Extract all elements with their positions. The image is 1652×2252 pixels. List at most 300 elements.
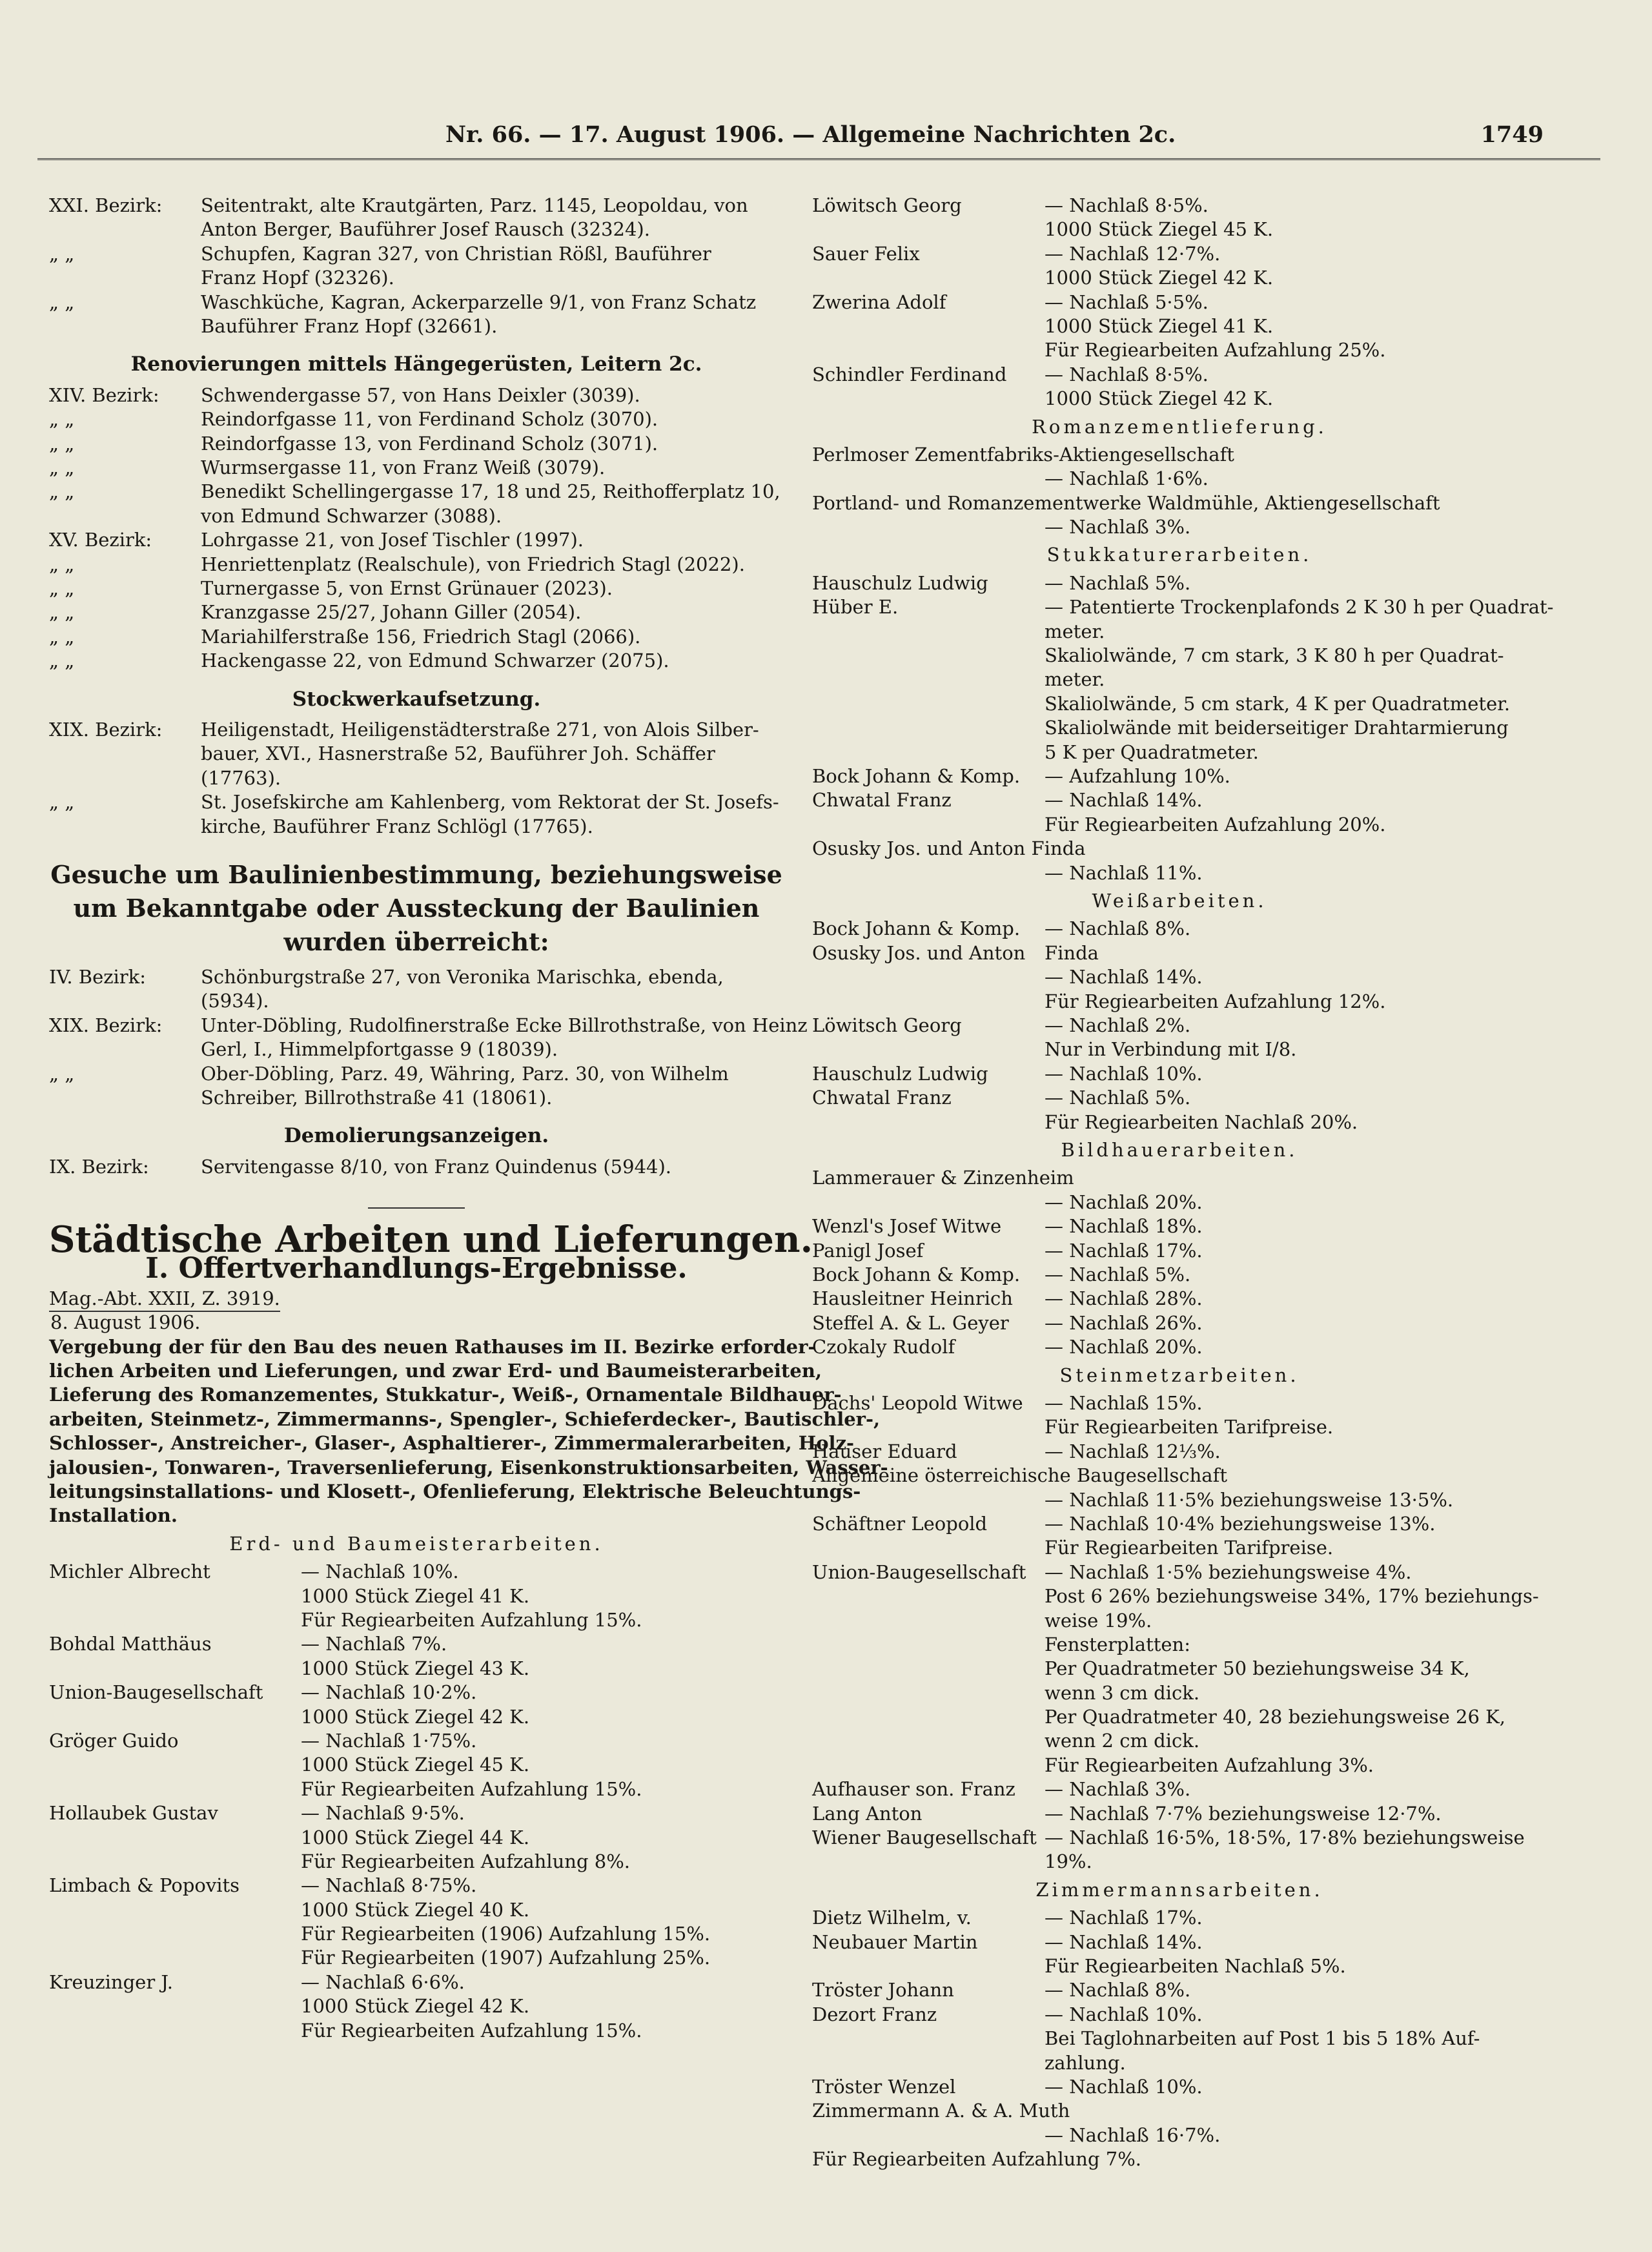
district-entry xyxy=(49,242,784,291)
bid-line: Für Regiearbeiten Tarifpreise. xyxy=(1045,1537,1334,1559)
bid-values xyxy=(1045,1239,1547,1263)
district-text xyxy=(201,1014,808,1062)
bid-values xyxy=(1045,1561,1547,1778)
district-entry xyxy=(49,291,784,339)
bid-line: Für Regiearbeiten Aufzahlung 25%. xyxy=(1045,339,1386,362)
bid-entry xyxy=(812,1239,1547,1263)
bidder-name: Dezort Franz xyxy=(812,2003,937,2025)
text-line: Schönburgstraße 27, von Veronika Marischka, ebenda, xyxy=(201,965,724,988)
bid-line: Skaliolwände, 5 cm stark, 4 K per Quadratmeter. xyxy=(1045,692,1511,715)
bid-values xyxy=(1045,595,1554,764)
district-label: XIX. Bezirk: xyxy=(49,1014,163,1036)
bid-line: — Nachlaß 5%. xyxy=(1045,1263,1191,1285)
bid-entry xyxy=(812,1802,1547,1826)
bidder-name: Lang Anton xyxy=(812,1802,923,1825)
bid-line: 1000 Stück Ziegel 42 K. xyxy=(301,1705,530,1728)
section-heading-renovierungen: Renovierungen mittels Hängegerüsten, Leitern 2c. xyxy=(130,353,702,376)
bidder-name: Neubauer Martin xyxy=(812,1930,978,1953)
bid-entry xyxy=(812,1086,1547,1134)
bid-values xyxy=(1045,1391,1547,1440)
bidder-name: Wenzl's Josef Witwe xyxy=(812,1215,1002,1238)
bid-line: Für Regiearbeiten Tarifpreise. xyxy=(1045,1416,1334,1438)
district-label: XV. Bezirk: xyxy=(49,529,152,551)
bid-line: — Nachlaß 10·2%. xyxy=(301,1681,477,1704)
bidder-name: Bock Johann & Komp. xyxy=(812,917,1021,940)
bidder-name: Bohdal Matthäus xyxy=(49,1633,212,1655)
bid-line: Fensterplatten: xyxy=(1045,1633,1190,1655)
text-line: von Edmund Schwarzer (3088). xyxy=(201,504,502,527)
bid-line: — Nachlaß 3%. xyxy=(1045,1778,1191,1801)
text-line: Schupfen, Kagran 327, von Christian Rößl, Bauführer xyxy=(201,242,711,265)
district-label: XIV. Bezirk: xyxy=(49,384,159,406)
bid-line: — Nachlaß 17%. xyxy=(1045,1239,1203,1262)
bidder-name: Hauschulz Ludwig xyxy=(812,1062,988,1085)
district-label: IV. Bezirk: xyxy=(49,965,146,988)
text-line: Mariahilferstraße 156, Friedrich Stagl (2066). xyxy=(201,625,641,648)
text-line: arbeiten, Steinmetz-, Zimmermanns-, Spengler-, Schieferdecker-, Bautischler-, xyxy=(49,1408,881,1430)
district-list xyxy=(49,718,784,839)
bid-line: weise 19%. xyxy=(1045,1609,1152,1632)
subsection-stuk: Stukkaturerarbeiten. xyxy=(1046,544,1312,566)
bid-entry xyxy=(812,788,1547,837)
district-list xyxy=(49,1155,784,1179)
subsection-weiss: Weißarbeiten. xyxy=(1092,890,1267,912)
district-label: XXI. Bezirk: xyxy=(49,194,163,216)
text-line: Benedikt Schellingergasse 17, 18 und 25, Reithofferplatz 10, xyxy=(201,480,780,503)
district-text xyxy=(201,384,784,407)
district-label: „ „ xyxy=(49,480,75,503)
bid-line: — Nachlaß 20%. xyxy=(1045,1336,1203,1358)
text-line: Waschküche, Kagran, Ackerparzelle 9/1, von Franz Schatz xyxy=(201,291,757,313)
text-line: Seitentrakt, alte Krautgärten, Parz. 1145, Leopoldau, von xyxy=(201,194,748,216)
text-line: Heiligenstadt, Heiligenstädterstraße 271, von Alois Silber- xyxy=(201,719,759,741)
district-label: „ „ xyxy=(49,625,75,648)
bid-values xyxy=(1045,1826,1547,1874)
bid-values xyxy=(1045,1311,1547,1335)
district-label: „ „ xyxy=(49,553,75,575)
separator-rule xyxy=(368,1207,465,1209)
bid-line: 19%. xyxy=(1045,1850,1092,1873)
text-line: — Nachlaß 1·6%. xyxy=(1045,467,1208,490)
page-number: 1749 xyxy=(1480,121,1544,148)
bid-entry xyxy=(812,1391,1547,1440)
bidder-name: Osusky Jos. und Anton xyxy=(812,941,1026,964)
bidder-name: Wiener Baugesellschaft xyxy=(812,1827,1037,1849)
bidder-name: Union-Baugesellschaft xyxy=(49,1681,263,1704)
bid-entry xyxy=(812,1263,1547,1287)
bid-line: 5 K per Quadratmeter. xyxy=(1045,741,1259,763)
bidder-name: Schäftner Leopold xyxy=(812,1512,988,1535)
subtitle: I. Offertverhandlungs-Ergebnisse. xyxy=(145,1251,688,1285)
header-rule xyxy=(37,158,1600,160)
bid-line: — Nachlaß 18%. xyxy=(1045,1215,1203,1238)
bid-line: — Nachlaß 14%. xyxy=(1045,1930,1203,1953)
bid-line: — Nachlaß 10%. xyxy=(1045,1062,1203,1085)
bidder-name: Dietz Wilhelm, v. xyxy=(812,1907,972,1929)
bid-line: Skaliolwände, 7 cm stark, 3 K 80 h per Quadrat- xyxy=(1045,644,1504,667)
district-text xyxy=(201,291,784,339)
district-label: XIX. Bezirk: xyxy=(49,719,163,741)
text-line: Turnergasse 5, von Ernst Grünauer (2023). xyxy=(201,577,613,599)
bid-line: — Nachlaß 8·5%. xyxy=(1045,194,1208,216)
bid-entry xyxy=(812,1214,1547,1238)
bid-entry xyxy=(812,2003,1547,2075)
bid-line: 1000 Stück Ziegel 42 K. xyxy=(1045,267,1274,289)
district-entry xyxy=(49,790,784,839)
bid-line: meter. xyxy=(1045,668,1105,691)
bid-entry xyxy=(812,1906,1547,1930)
bid-line: 1000 Stück Ziegel 45 K. xyxy=(301,1754,530,1776)
bid-line: Skaliolwände mit beiderseitiger Drahtarmierung xyxy=(1045,717,1509,739)
bidder-name: Limbach & Popovits xyxy=(49,1874,240,1897)
bid-entry xyxy=(49,1874,784,1971)
district-label: „ „ xyxy=(49,432,75,455)
text-line: Lohrgasse 21, von Josef Tischler (1997). xyxy=(201,529,584,551)
text-line: Reindorfgasse 11, von Ferdinand Scholz (3070). xyxy=(201,408,658,431)
bid-line: 1000 Stück Ziegel 44 K. xyxy=(301,1826,530,1848)
bidder-name: Aufhauser son. Franz xyxy=(812,1778,1015,1801)
district-entry xyxy=(49,1062,784,1111)
bid-line: Finda xyxy=(1045,941,1099,964)
bid-line: — Nachlaß 16·5%, 18·5%, 17·8% beziehungsweise xyxy=(1045,1827,1525,1849)
bidder-name: Steffel A. & L. Geyer xyxy=(812,1311,1009,1334)
district-entry xyxy=(49,407,784,431)
text-line: Ober-Döbling, Parz. 49, Währing, Parz. 30, von Wilhelm xyxy=(201,1062,729,1085)
text-line: Wurmsergasse 11, von Franz Weiß (3079). xyxy=(201,456,606,478)
text-line: Schreiber, Billrothstraße 41 (18061). xyxy=(201,1086,553,1109)
bid-entry xyxy=(812,941,1547,965)
bidder-name: Dachs' Leopold Witwe xyxy=(812,1392,1023,1414)
text-line: Schwendergasse 57, von Hans Deixler (3039). xyxy=(201,384,640,406)
bidder-name: Gröger Guido xyxy=(49,1729,179,1752)
district-label: „ „ xyxy=(49,601,75,624)
bid-line: — Nachlaß 17%. xyxy=(1045,1907,1203,1929)
district-label: „ „ xyxy=(49,791,75,814)
district-text xyxy=(201,242,784,291)
bidder-name: Michler Albrecht xyxy=(49,1561,210,1583)
bidder-name: Kreuzinger J. xyxy=(49,1971,173,1993)
bid-entry xyxy=(49,1801,784,1874)
bid-values xyxy=(301,1874,784,1971)
bid-line: — Nachlaß 8·75%. xyxy=(301,1874,477,1897)
bid-values xyxy=(1045,1440,1547,1464)
text-line: Servitengasse 8/10, von Franz Quindenus (5944). xyxy=(201,1155,672,1178)
bid-entry xyxy=(812,1826,1547,1874)
district-text xyxy=(201,965,784,1014)
bidder-name: Bock Johann & Komp. xyxy=(812,1263,1021,1285)
district-label: IX. Bezirk: xyxy=(49,1155,149,1178)
bid-entry xyxy=(812,1014,1547,1062)
district-entry xyxy=(49,600,784,624)
district-entry xyxy=(49,194,784,242)
bid-line: — Nachlaß 14%. xyxy=(1045,789,1203,812)
text-line: Bauführer Franz Hopf (32661). xyxy=(201,314,498,337)
text-line: Gerl, I., Himmelpfortgasse 9 (18039). xyxy=(201,1038,558,1061)
bidder-name: Tröster Johann xyxy=(812,1979,954,2001)
bid-values xyxy=(1045,1906,1547,1930)
text-line: — Nachlaß 20%. xyxy=(1045,1191,1203,1213)
bid-line: — Nachlaß 10%. xyxy=(1045,2076,1203,2098)
district-text xyxy=(201,577,784,600)
bid-list xyxy=(812,1464,1547,1512)
bid-line: meter. xyxy=(1045,620,1105,642)
bid-line: 1000 Stück Ziegel 42 K. xyxy=(301,1995,530,2018)
district-text xyxy=(201,194,784,242)
bid-line: Für Regiearbeiten Aufzahlung 3%. xyxy=(1045,1754,1374,1776)
bid-line: — Nachlaß 7·7% beziehungsweise 12·7%. xyxy=(1045,1802,1442,1825)
bid-entry xyxy=(812,1311,1547,1335)
text-line: — Nachlaß 11%. xyxy=(1045,861,1203,884)
district-text xyxy=(201,553,784,577)
bid-line: 1000 Stück Ziegel 42 K. xyxy=(1045,387,1274,410)
bidder-name: Czokaly Rudolf xyxy=(812,1336,955,1358)
bid-entry xyxy=(812,291,1547,363)
bid-line: — Nachlaß 8%. xyxy=(1045,1979,1191,2001)
bidder-name: Hollaubek Gustav xyxy=(49,1802,218,1825)
bid-line: — Nachlaß 8·5%. xyxy=(1045,363,1208,385)
bid-line: — Nachlaß 2%. xyxy=(1045,1014,1191,1036)
text-line: Anton Berger, Bauführer Josef Rausch (32324). xyxy=(201,218,650,241)
text-line: Hackengasse 22, von Edmund Schwarzer (2075). xyxy=(201,650,669,672)
bid-values xyxy=(1045,1062,1547,1086)
bid-list xyxy=(812,837,1547,885)
bid-values xyxy=(1045,1978,1547,2002)
bid-entry xyxy=(812,965,1547,1014)
bid-list xyxy=(49,1560,784,2043)
text-line: — Nachlaß 11·5% beziehungsweise 13·5%. xyxy=(1045,1488,1454,1511)
bid-entry xyxy=(812,1062,1547,1086)
district-entry xyxy=(49,718,784,790)
bid-line: zahlung. xyxy=(1045,2051,1126,2074)
bid-values xyxy=(1045,1930,1547,1979)
text-line: Schlosser-, Anstreicher-, Glaser-, Asphaltierer-, Zimmermalerarbeiten, Holz- xyxy=(49,1432,855,1455)
district-label: „ „ xyxy=(49,242,75,265)
subsection-zimmer: Zimmermannsarbeiten. xyxy=(1035,1878,1323,1901)
bid-values xyxy=(1045,788,1547,837)
subsection-roman: Romanzementlieferung. xyxy=(1032,415,1327,438)
bid-line: — Nachlaß 26%. xyxy=(1045,1311,1203,1334)
bid-line: Für Regiearbeiten Aufzahlung 8%. xyxy=(301,1850,630,1872)
bid-line: Per Quadratmeter 40, 28 beziehungsweise 26 K, xyxy=(1045,1706,1506,1728)
district-entry xyxy=(49,1014,808,1062)
bid-entry xyxy=(49,1632,784,1681)
main-title: Städtische Arbeiten und Lieferungen. xyxy=(49,1218,813,1262)
bid-values xyxy=(1045,917,1547,941)
bid-line: — Nachlaß 1·5% beziehungsweise 4%. xyxy=(1045,1561,1412,1583)
bid-line: — Nachlaß 9·5%. xyxy=(301,1802,465,1825)
bid-entry xyxy=(812,363,1547,411)
bid-list xyxy=(812,1512,1547,1874)
bid-entry xyxy=(812,917,1547,941)
bidder-name: Zwerina Adolf xyxy=(812,291,946,313)
bid-line: wenn 3 cm dick. xyxy=(1045,1681,1200,1704)
district-entry xyxy=(49,456,784,480)
district-entry xyxy=(49,480,784,528)
bid-line: — Nachlaß 5%. xyxy=(1045,571,1191,594)
bid-line: Für Regiearbeiten Nachlaß 20%. xyxy=(1045,1111,1358,1133)
district-text xyxy=(201,432,784,456)
district-label: „ „ xyxy=(49,650,75,672)
subsection-stein: Steinmetzarbeiten. xyxy=(1059,1364,1300,1386)
bid-values xyxy=(1045,1287,1547,1311)
text-line: Lieferung des Romanzementes, Stukkatur-, Weiß-, Ornamentale Bildhauer- xyxy=(49,1384,842,1406)
bid-entry xyxy=(812,1561,1547,1778)
bid-values xyxy=(301,1801,784,1874)
bidder-name: Panigl Josef xyxy=(812,1239,924,1262)
district-text xyxy=(201,1155,784,1179)
bid-line: — Nachlaß 14%. xyxy=(1045,966,1203,988)
bid-values xyxy=(1045,1777,1547,1801)
text-line: lichen Arbeiten und Lieferungen, und zwar Erd- und Baumeisterarbeiten, xyxy=(49,1360,822,1382)
text-line: kirche, Bauführer Franz Schlögl (17765). xyxy=(201,815,593,837)
bid-line: — Nachlaß 1·75%. xyxy=(301,1729,477,1752)
bid-line: — Nachlaß 10·4% beziehungsweise 13%. xyxy=(1045,1512,1436,1535)
text-line: — Nachlaß 3%. xyxy=(1045,516,1191,538)
text-line: bauer, XVI., Hasnerstraße 52, Bauführer Joh. Schäffer xyxy=(201,742,715,765)
bid-line: Für Regiearbeiten Aufzahlung 15%. xyxy=(301,1609,642,1632)
bid-values xyxy=(1045,291,1547,363)
bidder-name: Hauser Eduard xyxy=(812,1440,957,1462)
text-line: Perlmoser Zementfabriks-Aktiengesellschaft xyxy=(812,443,1234,466)
bid-values xyxy=(1045,1214,1547,1238)
bid-line: Für Regiearbeiten Aufzahlung 20%. xyxy=(1045,813,1386,835)
bid-values xyxy=(301,1632,784,1681)
bid-list xyxy=(812,2099,1547,2171)
text-line: Kranzgasse 25/27, Johann Giller (2054). xyxy=(201,601,582,624)
district-text xyxy=(201,649,784,673)
bid-values xyxy=(1045,2003,1547,2075)
bid-line: Nur in Verbindung mit I/8. xyxy=(1045,1038,1297,1061)
bidder-name: Chwatal Franz xyxy=(812,1087,952,1109)
district-entry xyxy=(49,649,784,673)
bidder-name: Union-Baugesellschaft xyxy=(812,1561,1026,1583)
bid-list xyxy=(812,1214,1547,1359)
district-label: „ „ xyxy=(49,456,75,478)
bid-entry xyxy=(812,242,1547,291)
bid-line: Für Regiearbeiten Aufzahlung 15%. xyxy=(301,2019,642,2042)
district-label: „ „ xyxy=(49,408,75,431)
district-label: „ „ xyxy=(49,291,75,313)
district-text xyxy=(201,528,784,552)
page-header: Nr. 66. — 17. August 1906. — Allgemeine Nachrichten 2c. xyxy=(445,121,1176,148)
subsection-erd: Erd- und Baumeisterarbeiten. xyxy=(229,1532,604,1555)
bid-values xyxy=(1045,2075,1547,2099)
bidder-name: Sauer Felix xyxy=(812,242,920,265)
text-line: Installation. xyxy=(49,1504,178,1527)
bid-line: Bei Taglohnarbeiten auf Post 1 bis 5 18% Auf- xyxy=(1045,2027,1480,2050)
bid-values xyxy=(1045,363,1547,411)
bid-values xyxy=(1045,965,1547,1014)
bid-line: — Patentierte Trockenplafonds 2 K 30 h per Quadrat- xyxy=(1045,596,1554,619)
district-entry xyxy=(49,384,784,407)
bidder-name: Bock Johann & Komp. xyxy=(812,765,1021,788)
subsection-bild: Bildhauerarbeiten. xyxy=(1061,1138,1298,1161)
district-text xyxy=(201,718,784,790)
date-line: 8. August 1906. xyxy=(50,1311,201,1334)
bid-line: — Nachlaß 28%. xyxy=(1045,1287,1203,1310)
text-line: (5934). xyxy=(201,990,269,1012)
right-column xyxy=(812,194,1554,2172)
bid-line: — Nachlaß 10%. xyxy=(1045,2003,1203,2025)
text-line: Vergebung der für den Bau des neuen Rathauses im II. Bezirke erforder- xyxy=(49,1335,816,1358)
district-entry xyxy=(49,965,784,1014)
text-line: St. Josefskirche am Kahlenberg, vom Rektorat der St. Josefs- xyxy=(201,791,779,814)
district-label: „ „ xyxy=(49,1062,75,1085)
bidder-name: Tröster Wenzel xyxy=(812,2076,956,2098)
text-line: Henriettenplatz (Realschule), von Friedrich Stagl (2022). xyxy=(201,553,745,575)
bid-entry xyxy=(812,1287,1547,1311)
district-entry xyxy=(49,553,784,577)
bid-list xyxy=(812,571,1554,837)
bid-entry xyxy=(812,194,1547,242)
bid-line: Für Regiearbeiten (1906) Aufzahlung 15%. xyxy=(301,1923,711,1945)
bid-line: — Nachlaß 12⅓%. xyxy=(1045,1440,1221,1462)
bid-values xyxy=(301,1971,784,2043)
bid-values xyxy=(301,1560,784,1632)
district-text xyxy=(201,407,784,431)
text-line: Unter-Döbling, Rudolfinerstraße Ecke Billrothstraße, von Heinz xyxy=(201,1014,808,1036)
bid-entry xyxy=(812,1512,1547,1561)
text-line: leitungsinstallations- und Klosett-, Ofenlieferung, Elektrische Beleuchtungs- xyxy=(49,1480,861,1503)
bid-line: Für Regiearbeiten Aufzahlung 15%. xyxy=(301,1777,642,1800)
district-text xyxy=(201,456,784,480)
bidder-name: Hausleitner Heinrich xyxy=(812,1287,1013,1310)
bid-values xyxy=(1045,1512,1547,1561)
text-line: Lammerauer & Zinzenheim xyxy=(812,1167,1074,1189)
bid-line: 1000 Stück Ziegel 45 K. xyxy=(1045,218,1274,241)
bid-line: 1000 Stück Ziegel 43 K. xyxy=(301,1657,530,1679)
bid-values xyxy=(1045,1802,1547,1826)
bid-list xyxy=(812,1391,1547,1464)
bid-line: Für Regiearbeiten Nachlaß 5%. xyxy=(1045,1955,1346,1978)
text-line: Franz Hopf (32326). xyxy=(201,267,394,289)
bid-line: — Aufzahlung 10%. xyxy=(1045,765,1230,788)
bid-line: 1000 Stück Ziegel 41 K. xyxy=(301,1584,530,1607)
section-heading-gesuche: Gesuche um Baulinienbestimmung, beziehungsweise um Bekanntgabe oder Aussteckung der Baulinien wurden überreicht: xyxy=(50,859,782,956)
district-label: „ „ xyxy=(49,577,75,599)
bid-line: — Nachlaß 12·7%. xyxy=(1045,242,1221,265)
district-list xyxy=(49,965,808,1110)
bidder-name xyxy=(812,965,1045,1014)
bid-values xyxy=(1045,1263,1547,1287)
text-line: Osusky Jos. und Anton Finda xyxy=(812,837,1086,860)
bid-values xyxy=(1045,1014,1547,1062)
bid-values xyxy=(1045,242,1547,291)
bid-values xyxy=(301,1729,784,1801)
bid-values xyxy=(1045,194,1547,242)
district-entry xyxy=(49,577,784,600)
bid-entry xyxy=(812,1777,1547,1801)
bid-line: Post 6 26% beziehungsweise 34%, 17% beziehungs- xyxy=(1045,1585,1539,1608)
district-entry xyxy=(49,1155,784,1179)
bid-entry xyxy=(49,1971,784,2043)
district-entry xyxy=(49,625,784,649)
bid-line: — Nachlaß 5·5%. xyxy=(1045,291,1208,313)
bid-list xyxy=(812,1166,1547,1214)
text-line: Reindorfgasse 13, von Ferdinand Scholz (3071). xyxy=(201,432,658,455)
text-line: Für Regiearbeiten Aufzahlung 7%. xyxy=(812,2148,1141,2171)
district-text xyxy=(201,1062,784,1111)
bid-entry xyxy=(49,1729,784,1801)
text-line: Allgemeine österreichische Baugesellschaft xyxy=(812,1464,1227,1487)
bidder-name: Chwatal Franz xyxy=(812,789,952,812)
bid-line: — Nachlaß 5%. xyxy=(1045,1087,1191,1109)
district-entry xyxy=(49,528,784,552)
district-text xyxy=(201,600,784,624)
bid-values xyxy=(1045,941,1547,965)
bid-line: — Nachlaß 15%. xyxy=(1045,1392,1203,1414)
text-line: jalousien-, Tonwaren-, Traversenlieferung, Eisenkonstruktionsarbeiten, Wasser- xyxy=(49,1456,888,1479)
